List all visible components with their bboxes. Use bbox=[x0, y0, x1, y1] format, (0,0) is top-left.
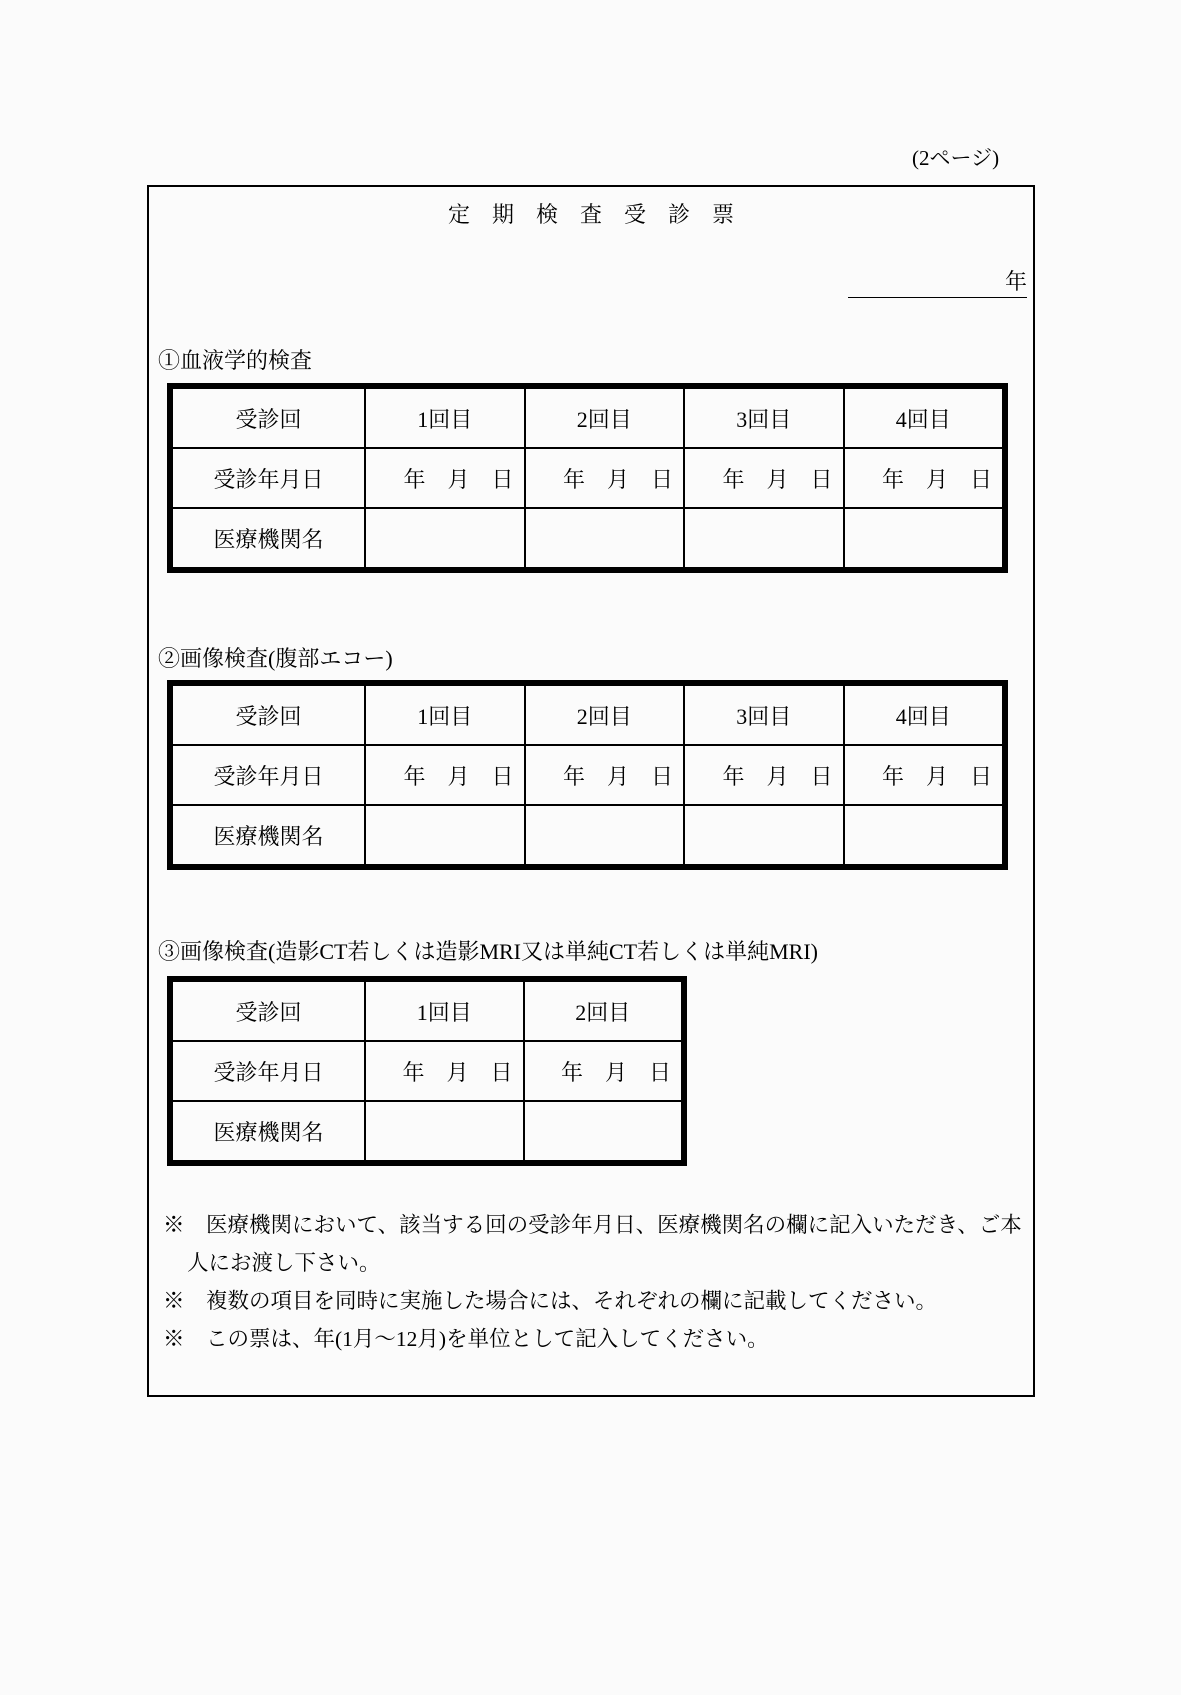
section-heading-ct-mri: ③画像検査(造影CT若しくは造影MRI又は単純CT若しくは単純MRI) bbox=[158, 939, 819, 964]
page-number-indicator: (2ページ) bbox=[912, 146, 1000, 170]
table-row-visit-number bbox=[172, 685, 1003, 745]
visit-header-cell: 1回目 bbox=[365, 388, 525, 448]
visit-header-cell: 4回目 bbox=[844, 388, 1004, 448]
hematology-table bbox=[167, 383, 1008, 573]
date-row-label-cell: 受診年月日 bbox=[172, 448, 365, 508]
org-fill-in-cell[interactable] bbox=[525, 805, 685, 865]
table-row-visit-date bbox=[172, 1041, 682, 1101]
org-row-label-cell: 医療機関名 bbox=[172, 805, 365, 865]
date-fill-in-cell[interactable]: 年 月 日 bbox=[684, 448, 844, 508]
note-line: ※ 医療機関において、該当する回の受診年月日、医療機関名の欄に記入いただき、ご本 bbox=[163, 1213, 1022, 1237]
table-row-institution bbox=[172, 1101, 682, 1161]
page-border-box bbox=[147, 185, 1035, 1397]
table-row-visit-number bbox=[172, 388, 1003, 448]
org-fill-in-cell[interactable] bbox=[844, 805, 1004, 865]
corner-label-cell: 受診回 bbox=[172, 685, 365, 745]
table-row-institution bbox=[172, 805, 1003, 865]
date-fill-in-cell[interactable]: 年 月 日 bbox=[525, 745, 685, 805]
year-fill-in-line[interactable] bbox=[848, 267, 1027, 298]
visit-header-cell: 3回目 bbox=[684, 388, 844, 448]
org-fill-in-cell[interactable] bbox=[365, 1101, 524, 1161]
date-fill-in-cell[interactable]: 年 月 日 bbox=[365, 745, 525, 805]
org-row-label-cell: 医療機関名 bbox=[172, 1101, 365, 1161]
abdominal-echo-table bbox=[167, 680, 1008, 870]
date-fill-in-cell[interactable]: 年 月 日 bbox=[684, 745, 844, 805]
org-fill-in-cell[interactable] bbox=[365, 508, 525, 568]
visit-header-cell: 2回目 bbox=[525, 388, 685, 448]
visit-header-cell: 2回目 bbox=[525, 685, 685, 745]
org-row-label-cell: 医療機関名 bbox=[172, 508, 365, 568]
org-fill-in-cell[interactable] bbox=[365, 805, 525, 865]
date-fill-in-cell[interactable]: 年 月 日 bbox=[844, 745, 1004, 805]
org-fill-in-cell[interactable] bbox=[684, 805, 844, 865]
corner-label-cell: 受診回 bbox=[172, 388, 365, 448]
org-fill-in-cell[interactable] bbox=[525, 508, 685, 568]
date-fill-in-cell[interactable]: 年 月 日 bbox=[365, 1041, 524, 1101]
table-row-institution bbox=[172, 508, 1003, 568]
table-row-visit-date bbox=[172, 745, 1003, 805]
note-line: ※ 複数の項目を同時に実施した場合には、それぞれの欄に記載してください。 bbox=[163, 1289, 938, 1313]
visit-header-cell: 1回目 bbox=[365, 981, 524, 1041]
page-title: 定期検査受診票 bbox=[447, 202, 756, 227]
note-line: ※ この票は、年(1月～12月)を単位として記入してください。 bbox=[163, 1327, 769, 1351]
table-row-visit-date bbox=[172, 448, 1003, 508]
org-fill-in-cell[interactable] bbox=[844, 508, 1004, 568]
corner-label-cell: 受診回 bbox=[172, 981, 365, 1041]
date-row-label-cell: 受診年月日 bbox=[172, 1041, 365, 1101]
section-heading-hematology: ①血液学的検査 bbox=[158, 348, 313, 373]
visit-header-cell: 4回目 bbox=[844, 685, 1004, 745]
footer-notes bbox=[163, 1206, 1031, 1358]
visit-header-cell: 3回目 bbox=[684, 685, 844, 745]
visit-header-cell: 1回目 bbox=[365, 685, 525, 745]
section-heading-abdominal-echo: ②画像検査(腹部エコー) bbox=[158, 646, 393, 671]
date-fill-in-cell[interactable]: 年 月 日 bbox=[844, 448, 1004, 508]
date-row-label-cell: 受診年月日 bbox=[172, 745, 365, 805]
org-fill-in-cell[interactable] bbox=[524, 1101, 683, 1161]
date-fill-in-cell[interactable]: 年 月 日 bbox=[365, 448, 525, 508]
ct-mri-table bbox=[167, 976, 687, 1166]
note-line-continuation: 人にお渡し下さい。 bbox=[187, 1251, 381, 1275]
org-fill-in-cell[interactable] bbox=[684, 508, 844, 568]
year-label: 年 bbox=[1004, 269, 1027, 294]
date-fill-in-cell[interactable]: 年 月 日 bbox=[524, 1041, 683, 1101]
visit-header-cell: 2回目 bbox=[524, 981, 683, 1041]
table-row-visit-number bbox=[172, 981, 682, 1041]
date-fill-in-cell[interactable]: 年 月 日 bbox=[525, 448, 685, 508]
